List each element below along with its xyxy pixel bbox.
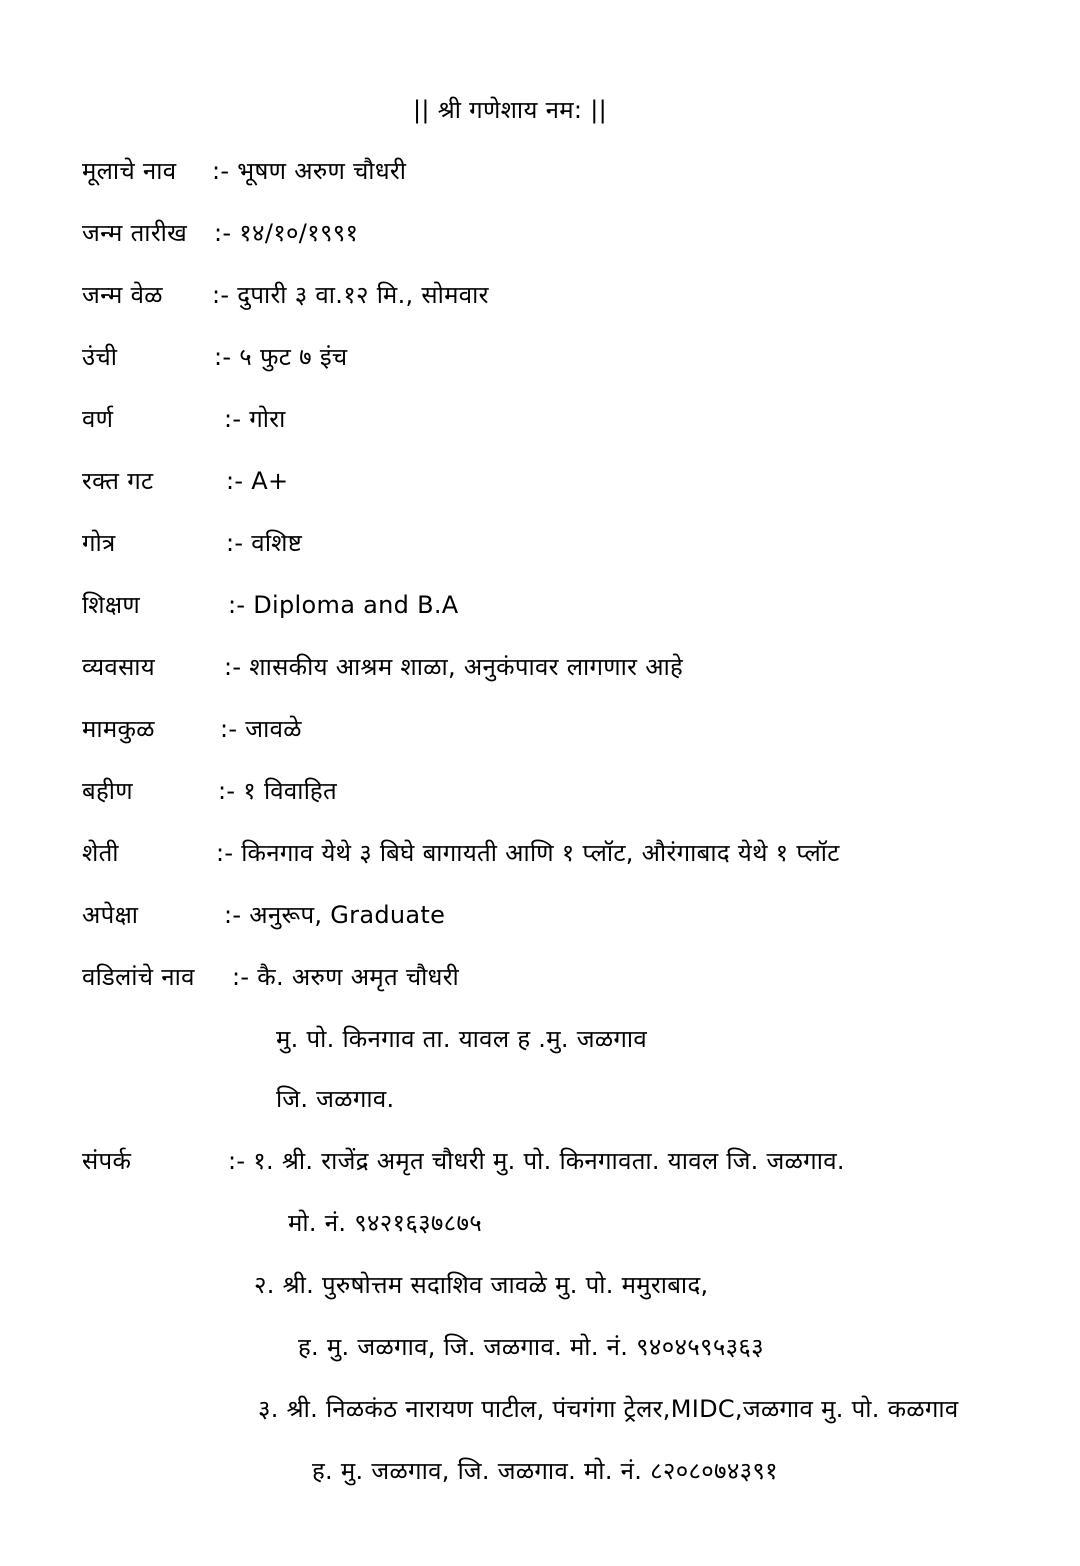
field-label-sister: बहीण (82, 777, 133, 805)
field-value-sister: :- १ विवाहित (218, 777, 337, 805)
field-label-complexion: वर्ण (82, 405, 114, 433)
contact-line-2: मो. नं. ९४२१६३७८७५ (288, 1209, 483, 1237)
father-address-line-1: मु. पो. किनगाव ता. यावल ह .मु. जळगाव (276, 1025, 648, 1053)
field-value-occupation: :- शासकीय आश्रम शाळा, अनुकंपावर लागणार आहे (224, 653, 684, 681)
field-label-birth-date: जन्म तारीख (82, 219, 188, 247)
field-value-gotra: :- वशिष्ट (226, 529, 303, 557)
field-value-name: :- भूषण अरुण चौधरी (212, 157, 407, 185)
field-value-blood-group: :- A+ (226, 467, 289, 495)
field-label-father-name: वडिलांचे नाव (82, 963, 195, 991)
field-label-occupation: व्यवसाय (82, 653, 156, 681)
field-label-education: शिक्षण (82, 591, 140, 619)
invocation-title: || श्री गणेशाय नम: || (413, 96, 607, 124)
field-value-complexion: :- गोरा (224, 405, 286, 433)
field-value-birth-time: :- दुपारी ३ वा.१२ मि., सोमवार (212, 281, 489, 309)
field-value-expectation: :- अनुरूप, Graduate (224, 901, 446, 929)
father-address-line-2: जि. जळगाव. (276, 1085, 395, 1113)
field-label-height: उंची (82, 343, 118, 371)
contact-line-6: ह. मु. जळगाव, जि. जळगाव. मो. नं. ८२०८०७४३९१ (312, 1457, 778, 1485)
field-value-father-name: :- कै. अरुण अमृत चौधरी (232, 963, 460, 991)
contact-line-5: ३. श्री. निळकंठ नारायण पाटील, पंचगंगा ट्रेलर,MIDC,जळगाव मु. पो. कळगाव (258, 1395, 959, 1423)
field-value-height: :- ५ फुट ७ इंच (214, 343, 348, 371)
field-label-blood-group: रक्त गट (82, 467, 154, 495)
field-label-gotra: गोत्र (82, 529, 116, 557)
contact-line-3: २. श्री. पुरुषोत्तम सदाशिव जावळे मु. पो. ममुराबाद, (254, 1271, 709, 1299)
field-value-farm: :- किनगाव येथे ३ बिघे बागायती आणि १ प्लॉट, औरंगाबाद येथे १ प्लॉट (216, 839, 840, 867)
field-label-farm: शेती (82, 839, 119, 867)
contact-line-1: :- १. श्री. राजेंद्र अमृत चौधरी मु. पो. किनगावता. यावल जि. जळगाव. (228, 1147, 845, 1175)
field-value-maternal-family: :- जावळे (220, 715, 302, 743)
field-label-name: मूलाचे नाव (82, 157, 177, 185)
contact-line-4: ह. मु. जळगाव, जि. जळगाव. मो. नं. ९४०४५९५३६३ (298, 1333, 764, 1361)
field-value-birth-date: :- १४/१०/१९९१ (214, 219, 359, 247)
field-label-maternal-family: मामकुळ (82, 715, 155, 743)
field-label-birth-time: जन्म वेळ (82, 281, 163, 309)
field-value-education: :- Diploma and B.A (228, 591, 459, 619)
contact-label: संपर्क (82, 1147, 132, 1175)
field-label-expectation: अपेक्षा (82, 901, 139, 929)
